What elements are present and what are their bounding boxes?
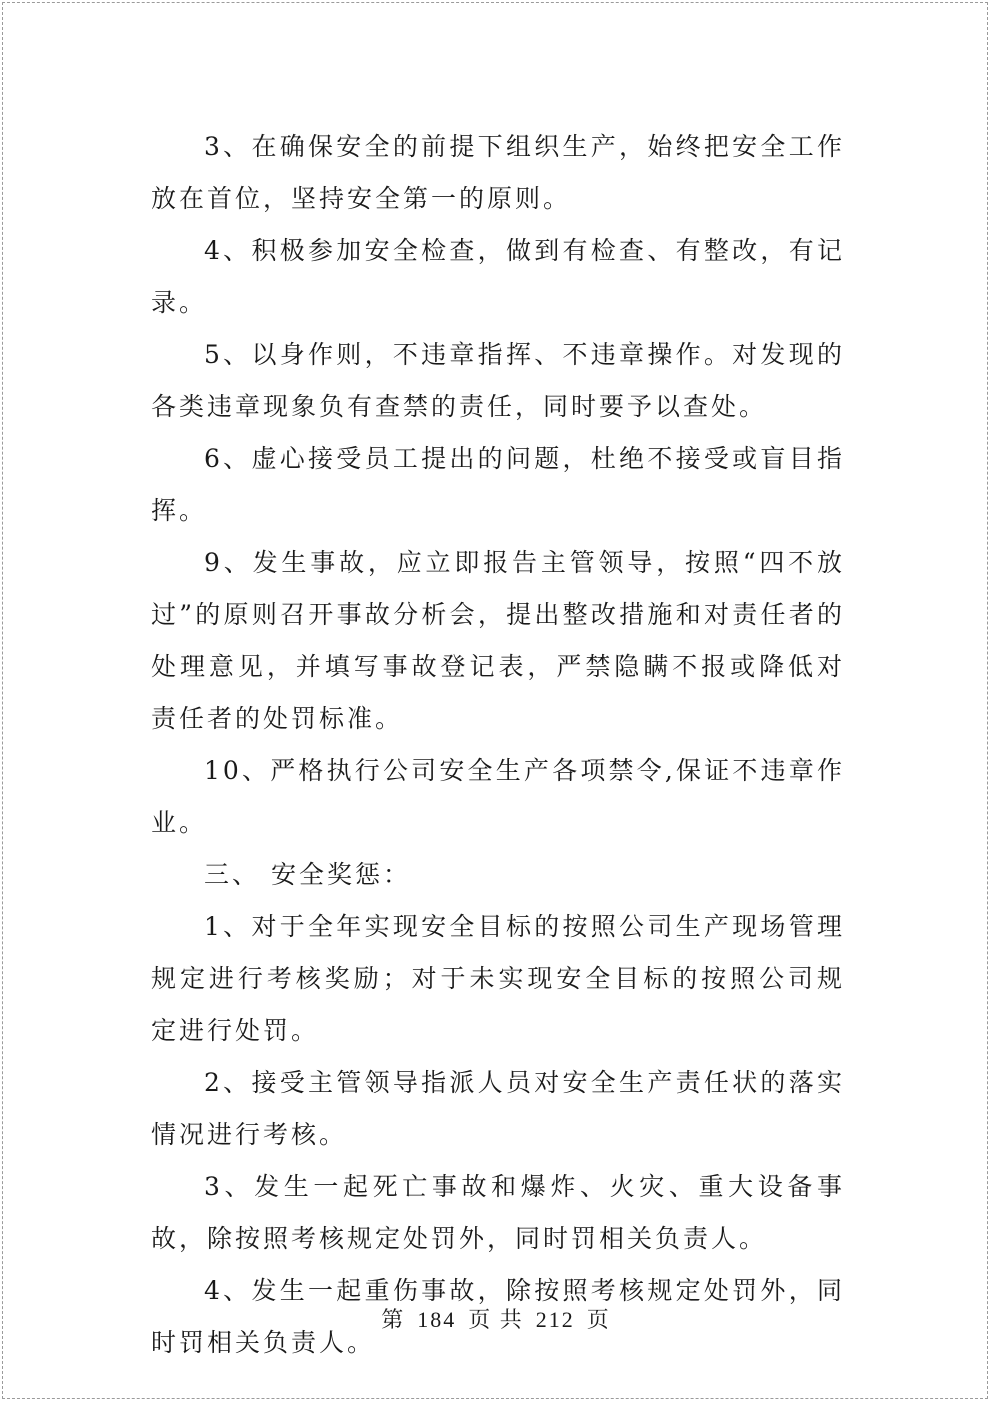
section-heading: 三、 安全奖惩： xyxy=(204,860,411,889)
document-body xyxy=(151,121,845,1369)
page-footer xyxy=(0,1303,992,1334)
paragraph: 6、虚心接受员工提出的问题，杜绝不接受或盲目指挥。 xyxy=(151,444,845,525)
current-page-number: 184 xyxy=(417,1307,457,1332)
paragraph: 3、发生一起死亡事故和爆炸、火灾、重大设备事故，除按照考核规定处罚外，同时罚相关负责人。 xyxy=(151,1172,845,1253)
paragraph: 1、对于全年实现安全目标的按照公司生产现场管理规定进行考核奖励；对于未实现安全目标的按照公司规定进行处罚。 xyxy=(151,912,845,1045)
paragraph: 3、在确保安全的前提下组织生产，始终把安全工作放在首位，坚持安全第一的原则。 xyxy=(151,132,845,213)
paragraph: 5、以身作则，不违章指挥、不违章操作。对发现的各类违章现象负有查禁的责任，同时要予以查处。 xyxy=(151,340,845,421)
footer-prefix: 第 xyxy=(381,1307,406,1332)
paragraph: 4、发生一起重伤事故，除按照考核规定处罚外，同时罚相关负责人。 xyxy=(151,1276,845,1357)
footer-middle: 页 共 xyxy=(468,1307,524,1332)
paragraph: 4、积极参加安全检查，做到有检查、有整改，有记录。 xyxy=(151,236,845,317)
total-page-number: 212 xyxy=(535,1307,575,1332)
footer-suffix: 页 xyxy=(586,1307,611,1332)
paragraph: 2、接受主管领导指派人员对安全生产责任状的落实情况进行考核。 xyxy=(151,1068,845,1149)
paragraph: 10、严格执行公司安全生产各项禁令,保证不违章作业。 xyxy=(151,756,845,837)
paragraph: 9、发生事故，应立即报告主管领导，按照“四不放过”的原则召开事故分析会，提出整改措施和对责任者的处理意见，并填写事故登记表，严禁隐瞒不报或降低对责任者的处罚标准。 xyxy=(151,548,845,733)
